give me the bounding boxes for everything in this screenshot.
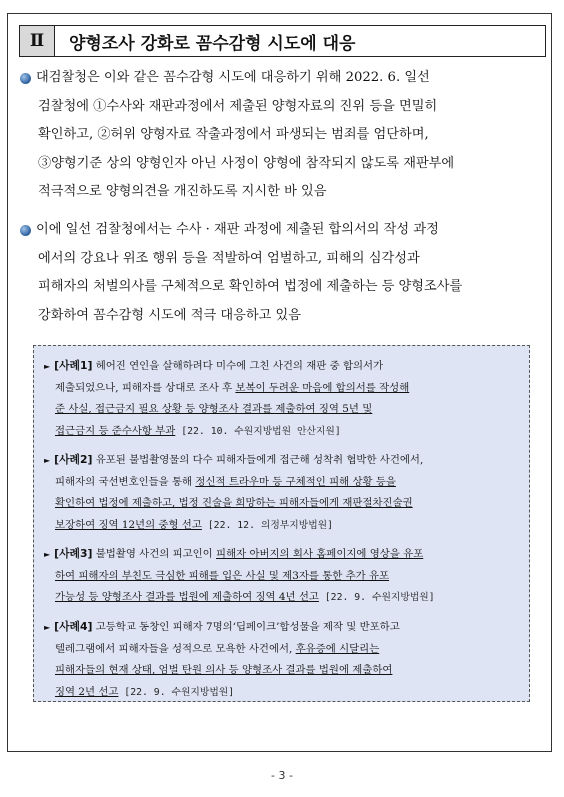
section-number: Ⅱ — [20, 26, 55, 56]
triangle-bullet-icon: ► — [44, 550, 51, 559]
case-text-underlined: 피해자들의 현재 상태, 엄벌 탄원 의사 등 양형조사 결과를 법원에 제출하여 — [55, 664, 393, 676]
section-title-bar — [19, 25, 546, 57]
case-text-underlined: 준 사실, 접근금지 필요 상황 등 양형조사 결과를 제출하여 징역 5년 및 — [55, 403, 373, 415]
paragraph-line: 에서의 강요나 위조 행위 등을 적발하여 엄벌하고, 피해의 심각성과 — [38, 250, 420, 266]
court-reference: [22. 10. 수원지방법원 안산지원] — [175, 425, 341, 437]
case-text: 헤어진 연인을 살해하려다 미수에 그친 사건의 재판 중 합의서가 — [92, 360, 384, 372]
case-text: 제출되었으나, 피해자를 상대로 조사 후 — [55, 381, 236, 394]
paragraph-line: ③양형기준 상의 양형인자 아닌 사정이 양형에 참작되지 않도록 재판부에 — [38, 155, 455, 171]
paragraph-line: 피해자의 처벌의사를 구체적으로 확인하여 법정에 제출하는 등 양형조사를 — [38, 279, 463, 294]
case-examples-box — [33, 345, 530, 702]
court-reference: [22. 9. 수원지방법원] — [318, 592, 435, 603]
case-text-underlined: 피해자 아버지의 회사 홈페이지에 영상을 유포 — [216, 548, 424, 560]
section-title: 양형조사 강화로 꼼수감형 시도에 대응 — [69, 33, 356, 54]
case-text-underlined: 하여 피해자의 부친도 극심한 피해를 입은 사실 및 제3자를 통한 추가 유포 — [55, 569, 390, 582]
case-2 — [44, 449, 524, 536]
paragraph-line: 검찰청에 ①수사와 재판과정에서 제출된 양형자료의 진위 등을 면밀히 — [38, 98, 438, 114]
case-text-underlined: 보복이 두려운 마음에 합의서를 작성해 — [235, 381, 410, 394]
case-text-underlined: 정신적 트라우마 등 구체적인 피해 상황 등을 — [195, 475, 396, 488]
case-1 — [44, 355, 524, 442]
triangle-bullet-icon: ► — [44, 456, 51, 465]
case-3 — [44, 543, 524, 609]
case-text: 피해자의 국선변호인들을 통해 — [55, 475, 196, 488]
case-label: [사례4] — [54, 620, 93, 633]
paragraph-line: 대검찰청은 이와 같은 꼼수감형 시도에 대응하기 위해 2022. 6. 일선 — [36, 70, 430, 85]
case-text: 유포된 불법촬영물의 다수 피해자들에게 접근해 성착취 협박한 사건에서, — [92, 454, 424, 466]
case-label: [사례2] — [54, 453, 93, 466]
case-text-underlined: 징역 2년 선고 — [55, 685, 119, 698]
paragraph-line: 적극적으로 양형의견을 개진하도록 지시한 바 있음 — [38, 184, 327, 199]
case-text-underlined: 확인하여 법정에 제출하고, 법정 진술을 희망하는 피해자들에게 재판절차진술권 — [55, 497, 413, 509]
case-label: [사례1] — [54, 359, 93, 372]
paragraph-1 — [20, 64, 543, 207]
circle-bullet-icon — [20, 73, 31, 84]
triangle-bullet-icon: ► — [44, 623, 51, 632]
case-text: 불법촬영 사건의 피고인이 — [92, 548, 217, 560]
case-text-underlined: 보장하여 징역 12년의 중형 선고 — [55, 518, 202, 531]
case-text-underlined: 후유증에 시달리는 — [295, 642, 380, 655]
case-4 — [44, 616, 524, 703]
triangle-bullet-icon: ► — [44, 362, 51, 371]
case-text-underlined: 접근금지 등 준수사항 부과 — [55, 424, 176, 437]
case-label: [사례3] — [54, 547, 93, 560]
circle-bullet-icon — [20, 225, 31, 236]
paragraph-line: 강화하여 꼼수감형 시도에 적극 대응하고 있음 — [38, 307, 302, 323]
case-text: 텔레그램에서 피해자들을 성적으로 모욕한 사건에서, — [55, 642, 296, 655]
paragraph-line: 확인하고, ②허위 양형자료 작출과정에서 파생되는 범죄를 엄단하며, — [38, 127, 429, 142]
court-reference: [22. 9. 수원지방법원] — [118, 686, 235, 698]
paragraph-2 — [20, 216, 543, 330]
court-reference: [22. 12. 의정부지방법원] — [201, 519, 334, 531]
paragraph-line: 이에 일선 검찰청에서는 수사 · 재판 과정에 제출된 합의서의 작성 과정 — [36, 222, 439, 237]
case-text: 고등학교 동창인 피해자 7명의‘딥페이크’합성물을 제작 및 반포하고 — [92, 621, 400, 633]
page-number: - 3 - — [271, 769, 293, 782]
case-text-underlined: 가능성 등 양형조사 결과를 법원에 제출하여 징역 4년 선고 — [55, 591, 319, 603]
